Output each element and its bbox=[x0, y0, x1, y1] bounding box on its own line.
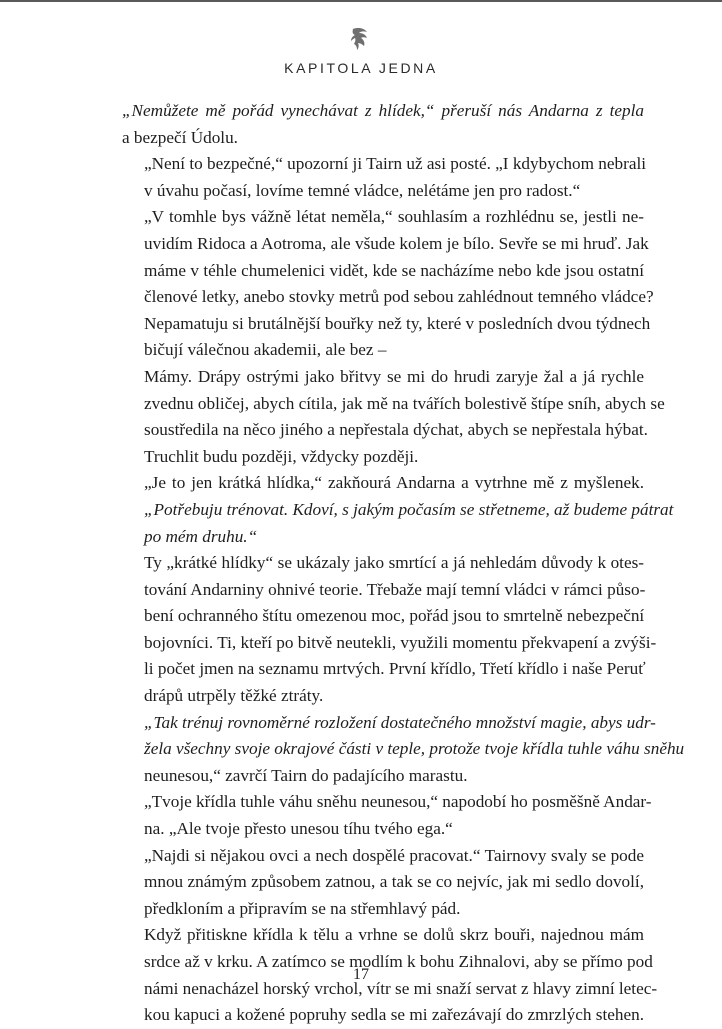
paragraph bbox=[122, 843, 644, 923]
text-line: bení ochranného štítu omezenou moc, pořád jsou to smrtelně nebezpeční bbox=[144, 606, 645, 626]
text-line: „Je to jen krátká hlídka,“ zakňourá Andarna a vytrhne mě z myšlenek. bbox=[144, 473, 644, 493]
text-line: a bezpečí Údolu. bbox=[122, 127, 238, 147]
text-line: soustředila na něco jiného a nepřestala dýchat, abych se nepřestala hýbat. bbox=[144, 420, 648, 440]
text-line: mnou známým způsobem zatnou, a tak se co nejvíc, jak mi sedlo dovolí, bbox=[144, 872, 644, 892]
paragraph bbox=[122, 204, 654, 364]
dragon-emblem-icon bbox=[349, 26, 373, 52]
chapter-title: KAPITOLA JEDNA bbox=[284, 60, 438, 76]
text-line: srdce až v krku. A zatímco se modlím k bohu Zihnalovi, aby se přímo pod bbox=[144, 952, 653, 971]
text-line: bičují válečnou akademii, ale bez – bbox=[144, 340, 387, 360]
text-line: po mém druhu.“ bbox=[144, 526, 258, 546]
text-line: členové letky, anebo stovky metrů pod sebou zahlédnout temného vládce? bbox=[144, 287, 654, 307]
text-line: li počet jmen na seznamu mrtvých. První křídlo, Třetí křídlo i naše Peruť bbox=[144, 659, 646, 679]
paragraph bbox=[122, 710, 685, 790]
paragraph bbox=[122, 470, 674, 550]
text-line: Truchlit budu později, vždycky později. bbox=[144, 446, 419, 466]
text-line: v úvahu počasí, lovíme temné vládce, nelétáme jen pro radost.“ bbox=[144, 180, 581, 200]
paragraph bbox=[122, 151, 644, 204]
text-line: zvednu obličej, abych cítila, jak mě na tvářích bolestivě štípe sníh, abych se bbox=[144, 393, 665, 413]
paragraph bbox=[122, 550, 657, 710]
text-line: „Najdi si nějakou ovci a nech dospělé pracovat.“ Tairnovy svaly se pode bbox=[144, 845, 644, 865]
text-line: drápů utrpěly těžké ztráty. bbox=[144, 686, 324, 706]
paragraph bbox=[122, 789, 652, 842]
text-line: „Tak trénuj rovnoměrné rozložení dostatečného množství magie, abys udr- bbox=[144, 712, 656, 732]
text-line: neunesou,“ zavrčí Tairn do padajícího marastu. bbox=[144, 765, 468, 785]
text-line: máme v téhle chumelenici vidět, kde se nacházíme nebo kde jsou ostatní bbox=[144, 260, 644, 280]
top-border bbox=[0, 0, 722, 2]
text-line: žela všechny svoje okrajové části v teple, protože tvoje křídla tuhle váhu sněhu bbox=[144, 739, 685, 759]
text-line: „Není to bezpečné,“ upozorní ji Tairn už asi posté. „I kdybychom nebrali bbox=[144, 154, 646, 174]
text-line: „Tvoje křídla tuhle váhu sněhu neunesou,“ napodobí ho posměšně Andar- bbox=[144, 792, 652, 812]
text-line: „Nemůžete mě pořád vynechávat z hlídek,“ přeruší nás Andarna z tepla bbox=[122, 101, 644, 120]
text-line: na. „Ale tvoje přesto unesou tíhu tvého ega.“ bbox=[144, 819, 453, 839]
text-line: „Potřebuju trénovat. Kdoví, s jakým počasím se střetneme, až budeme pátrat bbox=[144, 499, 674, 519]
text-line: „V tomhle bys vážně létat neměla,“ souhlasím a rozhlédnu se, jestli ne- bbox=[144, 207, 644, 227]
text-line: kou kapuci a kožené popruhy sedla se mi zařezávají do zmrzlých stehen. bbox=[144, 1005, 644, 1025]
text-line: uvidím Ridoca a Aotroma, ale všude kolem je bílo. Sevře se mi hruď. Jak bbox=[144, 233, 649, 253]
text-line: bojovníci. Ti, kteří po bitvě neutekli, využili momentu překvapení a zvýši- bbox=[144, 632, 657, 652]
text-line: Když přitiskne křídla k tělu a vrhne se dolů skrz bouři, najednou mám bbox=[144, 925, 644, 945]
paragraph bbox=[122, 98, 644, 151]
text-line: Ty „krátké hlídky“ se ukázaly jako smrtící a já nehledám důvody k otes- bbox=[144, 553, 644, 573]
body-text bbox=[122, 98, 685, 1029]
text-line: námi nenacházel horský vrchol, vítr se mi snaží servat z hlavy zimní letec- bbox=[144, 978, 658, 998]
page-number: 17 bbox=[353, 966, 369, 983]
paragraph bbox=[122, 364, 665, 470]
text-line: Nepamatuju si brutálnější bouřky než ty, které v posledních dvou týdnech bbox=[144, 313, 651, 333]
text-line: předkloním a připravím se na střemhlavý pád. bbox=[144, 898, 461, 918]
text-line: tování Andarniny ohnivé teorie. Třebaže mají temní vládci v rámci půso- bbox=[144, 579, 646, 599]
text-line: Mámy. Drápy ostrými jako břitvy se mi do hrudi zaryje žal a já rychle bbox=[144, 366, 644, 386]
